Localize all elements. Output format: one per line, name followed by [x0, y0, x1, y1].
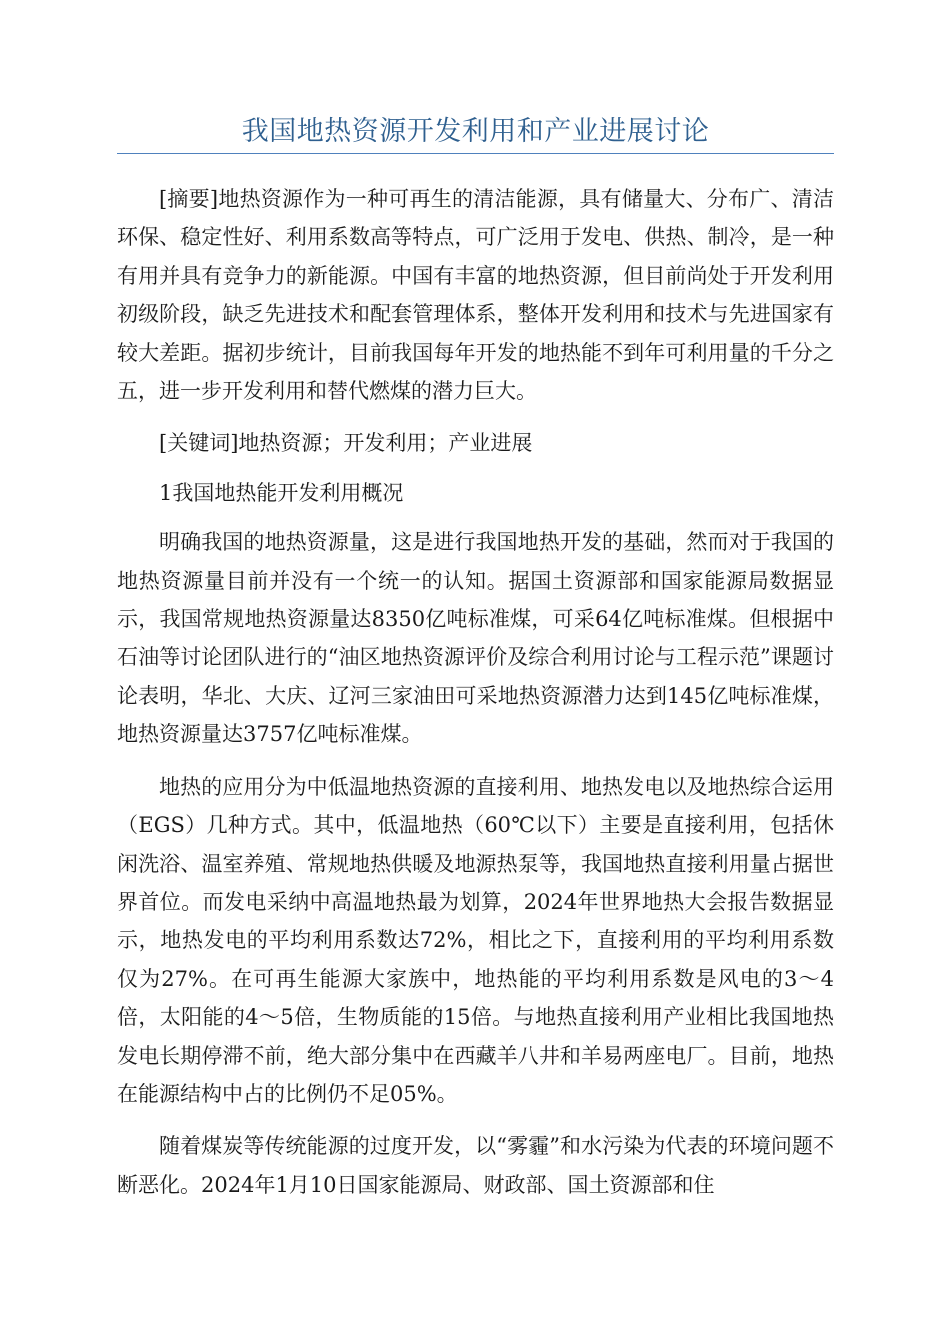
section-heading: 1我国地热能开发利用概况 [159, 480, 404, 505]
body-paragraph: 随着煤炭等传统能源的过度开发，以“雾霾”和水污染为代表的环境问题不断恶化。2024年1月10日国家能源局、财政部、国土资源部和住 [117, 1134, 834, 1197]
abstract-paragraph: [摘要]地热资源作为一种可再生的清洁能源，具有储量大、分布广、清洁环保、稳定性好、利用系数高等特点，可广泛用于发电、供热、制冷，是一种有用并具有竞争力的新能源。中国有丰富的地热资源，但目前尚处于开发利用初级阶段，缺乏先进技术和配套管理体系，整体开发利用和技术与先进国家有较大差距。据初步统计，目前我国每年开发的地热能不到年可利用量的千分之五，进一步开发利用和替代燃煤的潜力巨大。 [117, 187, 834, 404]
body-paragraph: 明确我国的地热资源量，这是进行我国地热开发的基础，然而对于我国的地热资源量目前并没有一个统一的认知。据国土资源部和国家能源局数据显示，我国常规地热资源量达8350亿吨标准煤，可采64亿吨标准煤。但根据中石油等讨论团队进行的“油区地热资源评价及综合利用讨论与工程示范”课题讨论表明，华北、大庆、辽河三家油田可采地热资源潜力达到145亿吨标准煤，地热资源量达3757亿吨标准煤。 [117, 530, 834, 747]
document-body [117, 180, 834, 1218]
title-underline [117, 153, 834, 154]
body-paragraph: 地热的应用分为中低温地热资源的直接利用、地热发电以及地热综合运用（EGS）几种方式。其中，低温地热（60℃以下）主要是直接利用，包括休闲洗浴、温室养殖、常规地热供暖及地源热泵等，我国地热直接利用量占据世界首位。而发电采纳中高温地热最为划算，2024年世界地热大会报告数据显示，地热发电的平均利用系数达72%，相比之下，直接利用的平均利用系数仅为27%。在可再生能源大家族中，地热能的平均利用系数是风电的3～4倍，太阳能的4～5倍，生物质能的15倍。与地热直接利用产业相比我国地热发电长期停滞不前，绝大部分集中在西藏羊八井和羊易两座电厂。目前，地热在能源结构中占的比例仍不足05%。 [117, 774, 834, 1106]
keywords-paragraph: [关键词]地热资源；开发利用；产业进展 [159, 431, 533, 456]
document-title: 我国地热资源开发利用和产业进展讨论 [241, 116, 710, 147]
